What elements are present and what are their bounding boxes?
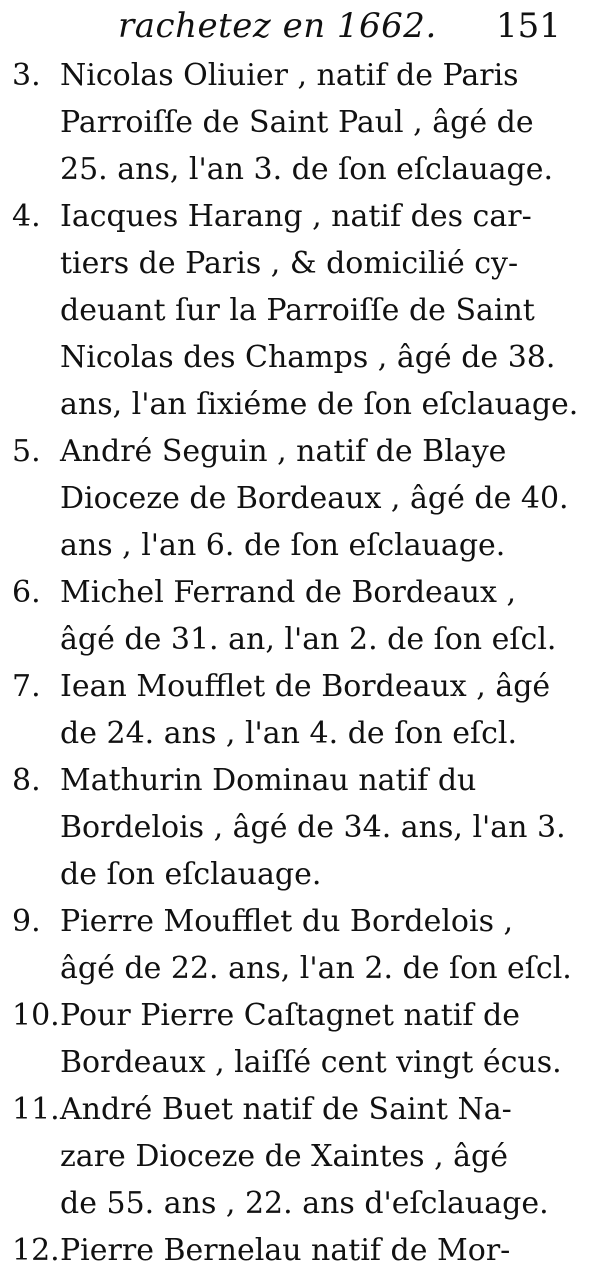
entry-text: Iean Moufflet de Bordeaux , âgé	[60, 669, 551, 704]
entry-number: 4.	[12, 199, 41, 234]
entry-line	[0, 616, 603, 663]
entry-text: Bordeaux , laiſſé cent vingt écus.	[60, 1045, 562, 1080]
entry-line	[0, 851, 603, 898]
entry-number: 10.	[12, 998, 60, 1033]
entry-text: Iacques Harang , natif des car-	[60, 199, 532, 234]
entry-number: 8.	[12, 763, 41, 798]
entry-text: 25. ans, l'an 3. de ſon eſclauage.	[60, 152, 554, 187]
entry-text: Pierre Bernelau natif de Mor-	[60, 1233, 511, 1268]
entry-number: 5.	[12, 434, 41, 469]
entry-line	[0, 1227, 603, 1274]
entry-text: âgé de 31. an, l'an 2. de ſon eſcl.	[60, 622, 557, 657]
entry-number: 7.	[12, 669, 41, 704]
entry-number: 3.	[12, 58, 41, 93]
page-number: 151	[496, 6, 561, 46]
entry-line	[0, 381, 603, 428]
entry-line	[0, 1086, 603, 1133]
entry-line	[0, 663, 603, 710]
running-head: rachetez en 1662.	[118, 6, 437, 46]
entry-line	[0, 569, 603, 616]
entry-text: de 55. ans , 22. ans d'eſclauage.	[60, 1186, 549, 1221]
entry-text: deuant ſur la Parroiſſe de Saint	[60, 293, 535, 328]
entry-line	[0, 898, 603, 945]
entry-text: tiers de Paris , & domicilié cy-	[60, 246, 519, 281]
entry-text: André Buet natif de Saint Na-	[60, 1092, 512, 1127]
entry-text: Nicolas des Champs , âgé de 38.	[60, 340, 556, 375]
entry-number: 9.	[12, 904, 41, 939]
entry-text: Pierre Moufflet du Bordelois ,	[60, 904, 514, 939]
entry-text: Pour Pierre Caſtagnet natif de	[60, 998, 520, 1033]
entry-line	[0, 757, 603, 804]
entry-text: André Seguin , natif de Blaye	[60, 434, 507, 469]
entry-number: 6.	[12, 575, 41, 610]
entry-line	[0, 193, 603, 240]
entry-line	[0, 1039, 603, 1086]
entry-line	[0, 475, 603, 522]
entry-text: ans , l'an 6. de ſon eſclauage.	[60, 528, 506, 563]
entry-line	[0, 287, 603, 334]
entry-text: Nicolas Oliuier , natif de Paris	[60, 58, 519, 93]
entry-line	[0, 99, 603, 146]
entry-text: zare Dioceze de Xaintes , âgé	[60, 1139, 508, 1174]
entry-line	[0, 804, 603, 851]
entry-text: Mathurin Dominau natif du	[60, 763, 477, 798]
entry-text: Dioceze de Bordeaux , âgé de 40.	[60, 481, 569, 516]
entry-line	[0, 1180, 603, 1227]
entry-line	[0, 522, 603, 569]
entry-line	[0, 52, 603, 99]
entry-line	[0, 992, 603, 1039]
entry-text: âgé de 22. ans, l'an 2. de ſon eſcl.	[60, 951, 572, 986]
entry-line	[0, 945, 603, 992]
entry-text: de 24. ans , l'an 4. de ſon eſcl.	[60, 716, 518, 751]
entry-line	[0, 428, 603, 475]
entry-line	[0, 146, 603, 193]
entry-line	[0, 1133, 603, 1180]
entry-text: Parroiſſe de Saint Paul , âgé de	[60, 105, 534, 140]
entry-text: Bordelois , âgé de 34. ans, l'an 3.	[60, 810, 566, 845]
entry-number: 11.	[12, 1092, 60, 1127]
entry-line	[0, 334, 603, 381]
entry-text: ans, l'an ſixiéme de ſon eſclauage.	[60, 387, 579, 422]
entry-line	[0, 240, 603, 287]
entry-text: Michel Ferrand de Bordeaux ,	[60, 575, 516, 610]
entry-number: 12.	[12, 1233, 60, 1268]
entry-line	[0, 710, 603, 757]
entry-list	[0, 52, 603, 1274]
entry-text: de ſon eſclauage.	[60, 857, 322, 892]
